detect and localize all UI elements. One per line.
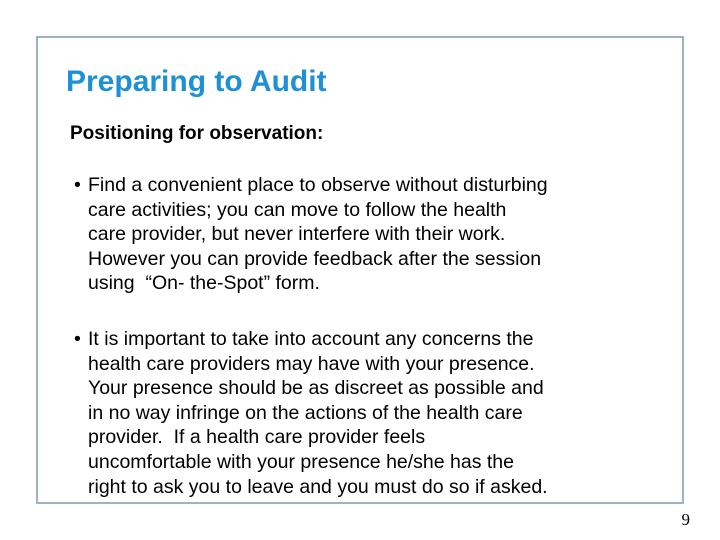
bullet-line: uncomfortable with your presence he/she has the: [88, 450, 515, 473]
bullet-line: care provider, but never interfere with their work.: [88, 223, 506, 246]
bullet-marker: •: [74, 328, 81, 350]
bullet-line: However you can provide feedback after the session: [88, 247, 542, 270]
bullet-line: provider. If a health care provider feels: [88, 426, 426, 449]
bullet-marker: •: [74, 174, 81, 196]
slide-title: Preparing to Audit: [66, 65, 327, 98]
bullet-line: care activities; you can move to follow the health: [88, 198, 507, 221]
bullet-line: Your presence should be as discreet as possible and: [88, 377, 544, 400]
bullet-line: It is important to take into account any concerns the: [88, 328, 534, 350]
bullet-line: Find a convenient place to observe without disturbing: [88, 174, 548, 196]
bullet-line: health care providers may have with your presence.: [88, 352, 535, 375]
bullet-line: in no way infringe on the actions of the health care: [88, 401, 523, 424]
bullet-item-2: [74, 327, 688, 499]
bullet-item-1: [74, 173, 688, 296]
section-subheading: Positioning for observation:: [70, 123, 324, 144]
bullet-line: right to ask you to leave and you must do so if asked.: [88, 475, 548, 498]
page-number: 9: [681, 510, 690, 529]
bullet-line: using “On- the-Spot” form.: [88, 272, 320, 295]
